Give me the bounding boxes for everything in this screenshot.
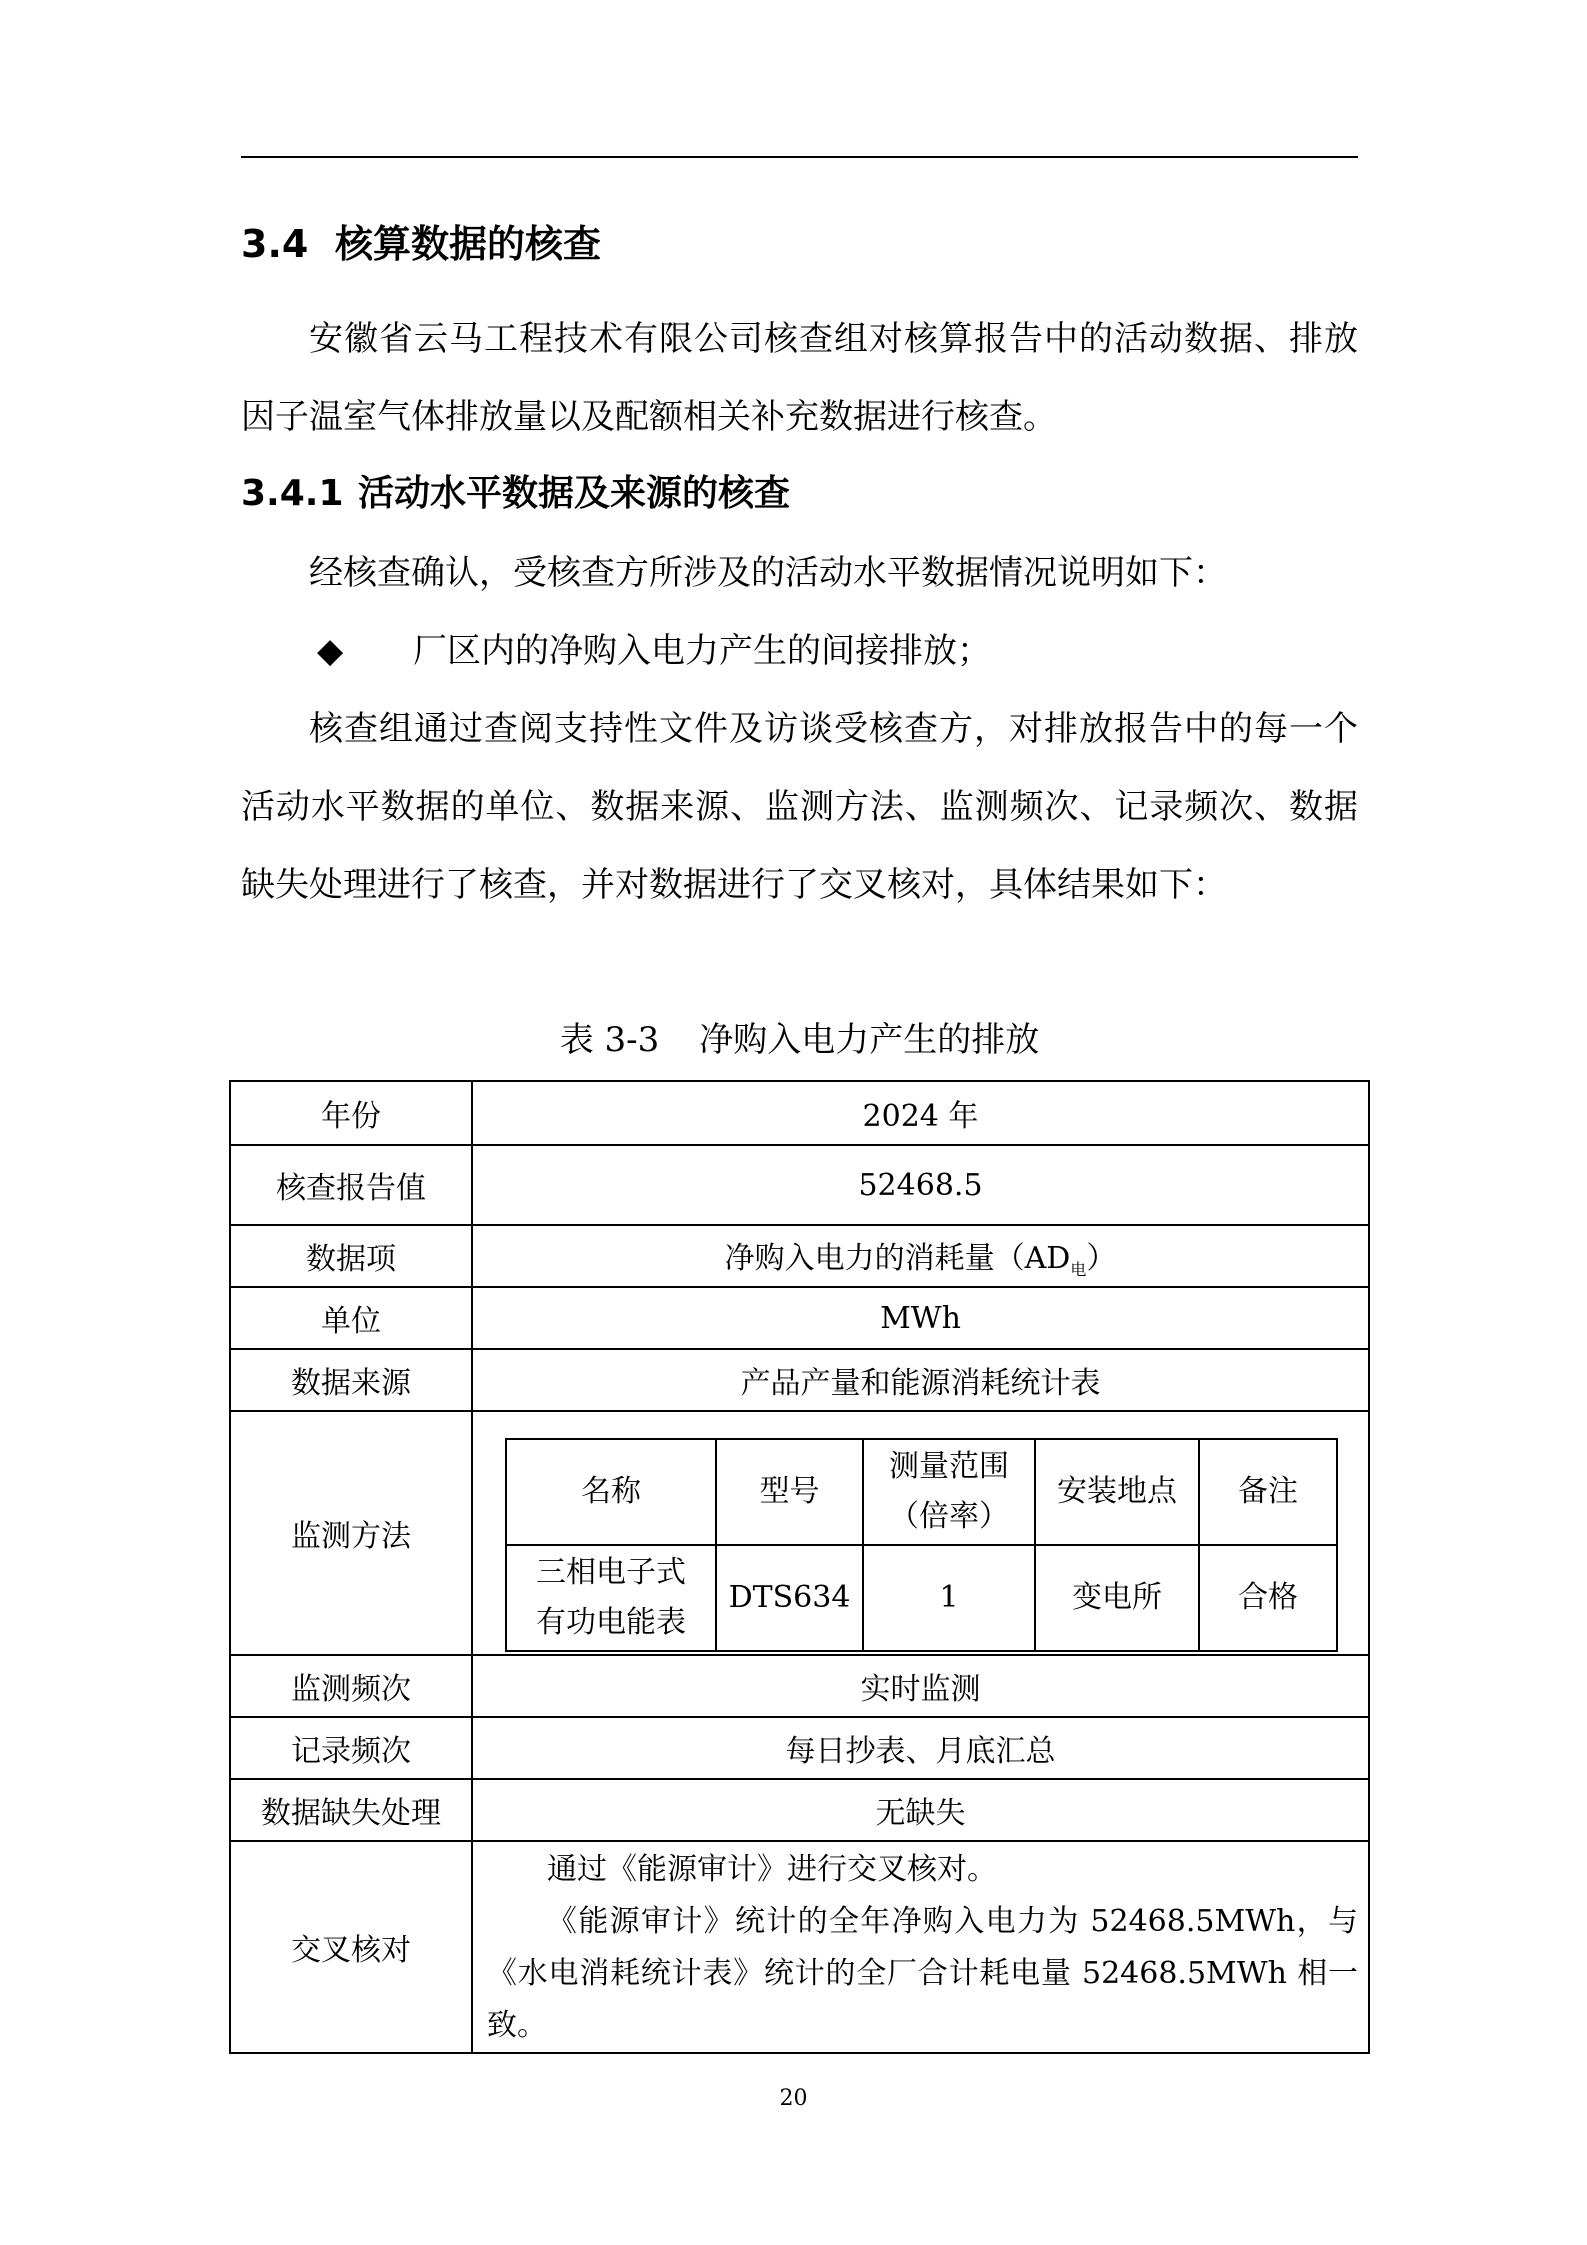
value-year: 2024 年	[472, 1081, 1369, 1145]
section-heading	[241, 214, 601, 274]
meter-header-name: 名称	[506, 1439, 716, 1545]
label-unit: 单位	[230, 1287, 472, 1349]
table-row-reported	[230, 1145, 1369, 1225]
value-method	[472, 1411, 1369, 1655]
value-reported: 52468.5	[472, 1145, 1369, 1225]
label-item: 数据项	[230, 1225, 472, 1287]
section-title: 核算数据的核查	[335, 222, 602, 266]
value-record: 每日抄表、月底汇总	[472, 1717, 1369, 1779]
meter-header-note: 备注	[1199, 1439, 1337, 1545]
emission-table	[229, 1080, 1370, 2054]
label-frequency: 监测频次	[230, 1655, 472, 1717]
section-intro: 安徽省云马工程技术有限公司核查组对核算报告中的活动数据、排放因子温室气体排放量以及配额相关补充数据进行核查。	[241, 319, 1358, 437]
item-text-end: ）	[1086, 1240, 1117, 1276]
table-caption-number: 表 3-3	[559, 1020, 660, 1060]
label-cross: 交叉核对	[230, 1841, 472, 2053]
label-missing: 数据缺失处理	[230, 1779, 472, 1841]
label-reported: 核查报告值	[230, 1145, 472, 1225]
meter-model: DTS634	[716, 1545, 863, 1651]
table-row-item	[230, 1225, 1369, 1287]
meter-header-location: 安装地点	[1035, 1439, 1199, 1545]
diamond-bullet-icon: ◆	[317, 631, 344, 671]
meter-header-range-line2: （倍率）	[889, 1499, 1009, 1534]
value-item	[472, 1225, 1369, 1287]
table-row-missing	[230, 1779, 1369, 1841]
subsection-title: 活动水平数据及来源的核查	[358, 473, 791, 514]
value-missing: 无缺失	[472, 1779, 1369, 1841]
cross-line2: 《能源审计》统计的全年净购入电力为 52468.5MWh，与《水电消耗统计表》统计的全厂合计耗电量 52468.5MWh 相一致。	[487, 1904, 1358, 2043]
table-row-record	[230, 1717, 1369, 1779]
meter-header-model: 型号	[716, 1439, 863, 1545]
table-caption	[241, 1008, 1358, 1072]
meter-name-line2: 有功电能表	[536, 1605, 686, 1640]
meter-location: 变电所	[1035, 1545, 1199, 1651]
label-source: 数据来源	[230, 1349, 472, 1411]
table-row-unit	[230, 1287, 1369, 1349]
value-unit: MWh	[472, 1287, 1369, 1349]
value-source: 产品产量和能源消耗统计表	[472, 1349, 1369, 1411]
meter-header-row	[506, 1439, 1337, 1545]
value-cross	[472, 1841, 1369, 2053]
table-row-frequency	[230, 1655, 1369, 1717]
meter-range: 1	[863, 1545, 1035, 1651]
table-row-cross	[230, 1841, 1369, 2053]
table-row-source	[230, 1349, 1369, 1411]
section-number: 3.4	[241, 222, 309, 266]
value-frequency: 实时监测	[472, 1655, 1369, 1717]
subsection-body: 核查组通过查阅支持性文件及访谈受核查方，对排放报告中的每一个活动水平数据的单位、数据来源、监测方法、监测频次、记录频次、数据缺失处理进行了核查，并对数据进行了交叉核对，具体结果如下：	[241, 709, 1358, 905]
meter-name	[506, 1545, 716, 1651]
label-method: 监测方法	[230, 1411, 472, 1655]
meter-table	[505, 1438, 1338, 1652]
meter-note: 合格	[1199, 1545, 1337, 1651]
meter-header-range	[863, 1439, 1035, 1545]
header-rule	[241, 156, 1358, 158]
cross-line1: 通过《能源审计》进行交叉核对。	[547, 1852, 997, 1887]
meter-header-range-line1: 测量范围	[889, 1449, 1009, 1484]
bullet-item	[317, 612, 991, 690]
subsection-lead: 经核查确认，受核查方所涉及的活动水平数据情况说明如下：	[309, 553, 1227, 593]
label-record: 记录频次	[230, 1717, 472, 1779]
label-year: 年份	[230, 1081, 472, 1145]
subsection-number: 3.4.1	[241, 473, 344, 514]
table-row-year	[230, 1081, 1369, 1145]
page-number: 20	[779, 2086, 808, 2111]
subsection-heading	[241, 464, 790, 524]
bullet-text: 厂区内的净购入电力产生的间接排放；	[413, 631, 991, 671]
meter-name-line1: 三相电子式	[536, 1555, 686, 1590]
table-caption-title: 净购入电力产生的排放	[699, 1020, 1040, 1060]
item-subscript: 电	[1070, 1259, 1087, 1279]
meter-data-row	[506, 1545, 1337, 1651]
table-row-method	[230, 1411, 1369, 1655]
item-text: 净购入电力的消耗量（AD	[724, 1240, 1071, 1276]
